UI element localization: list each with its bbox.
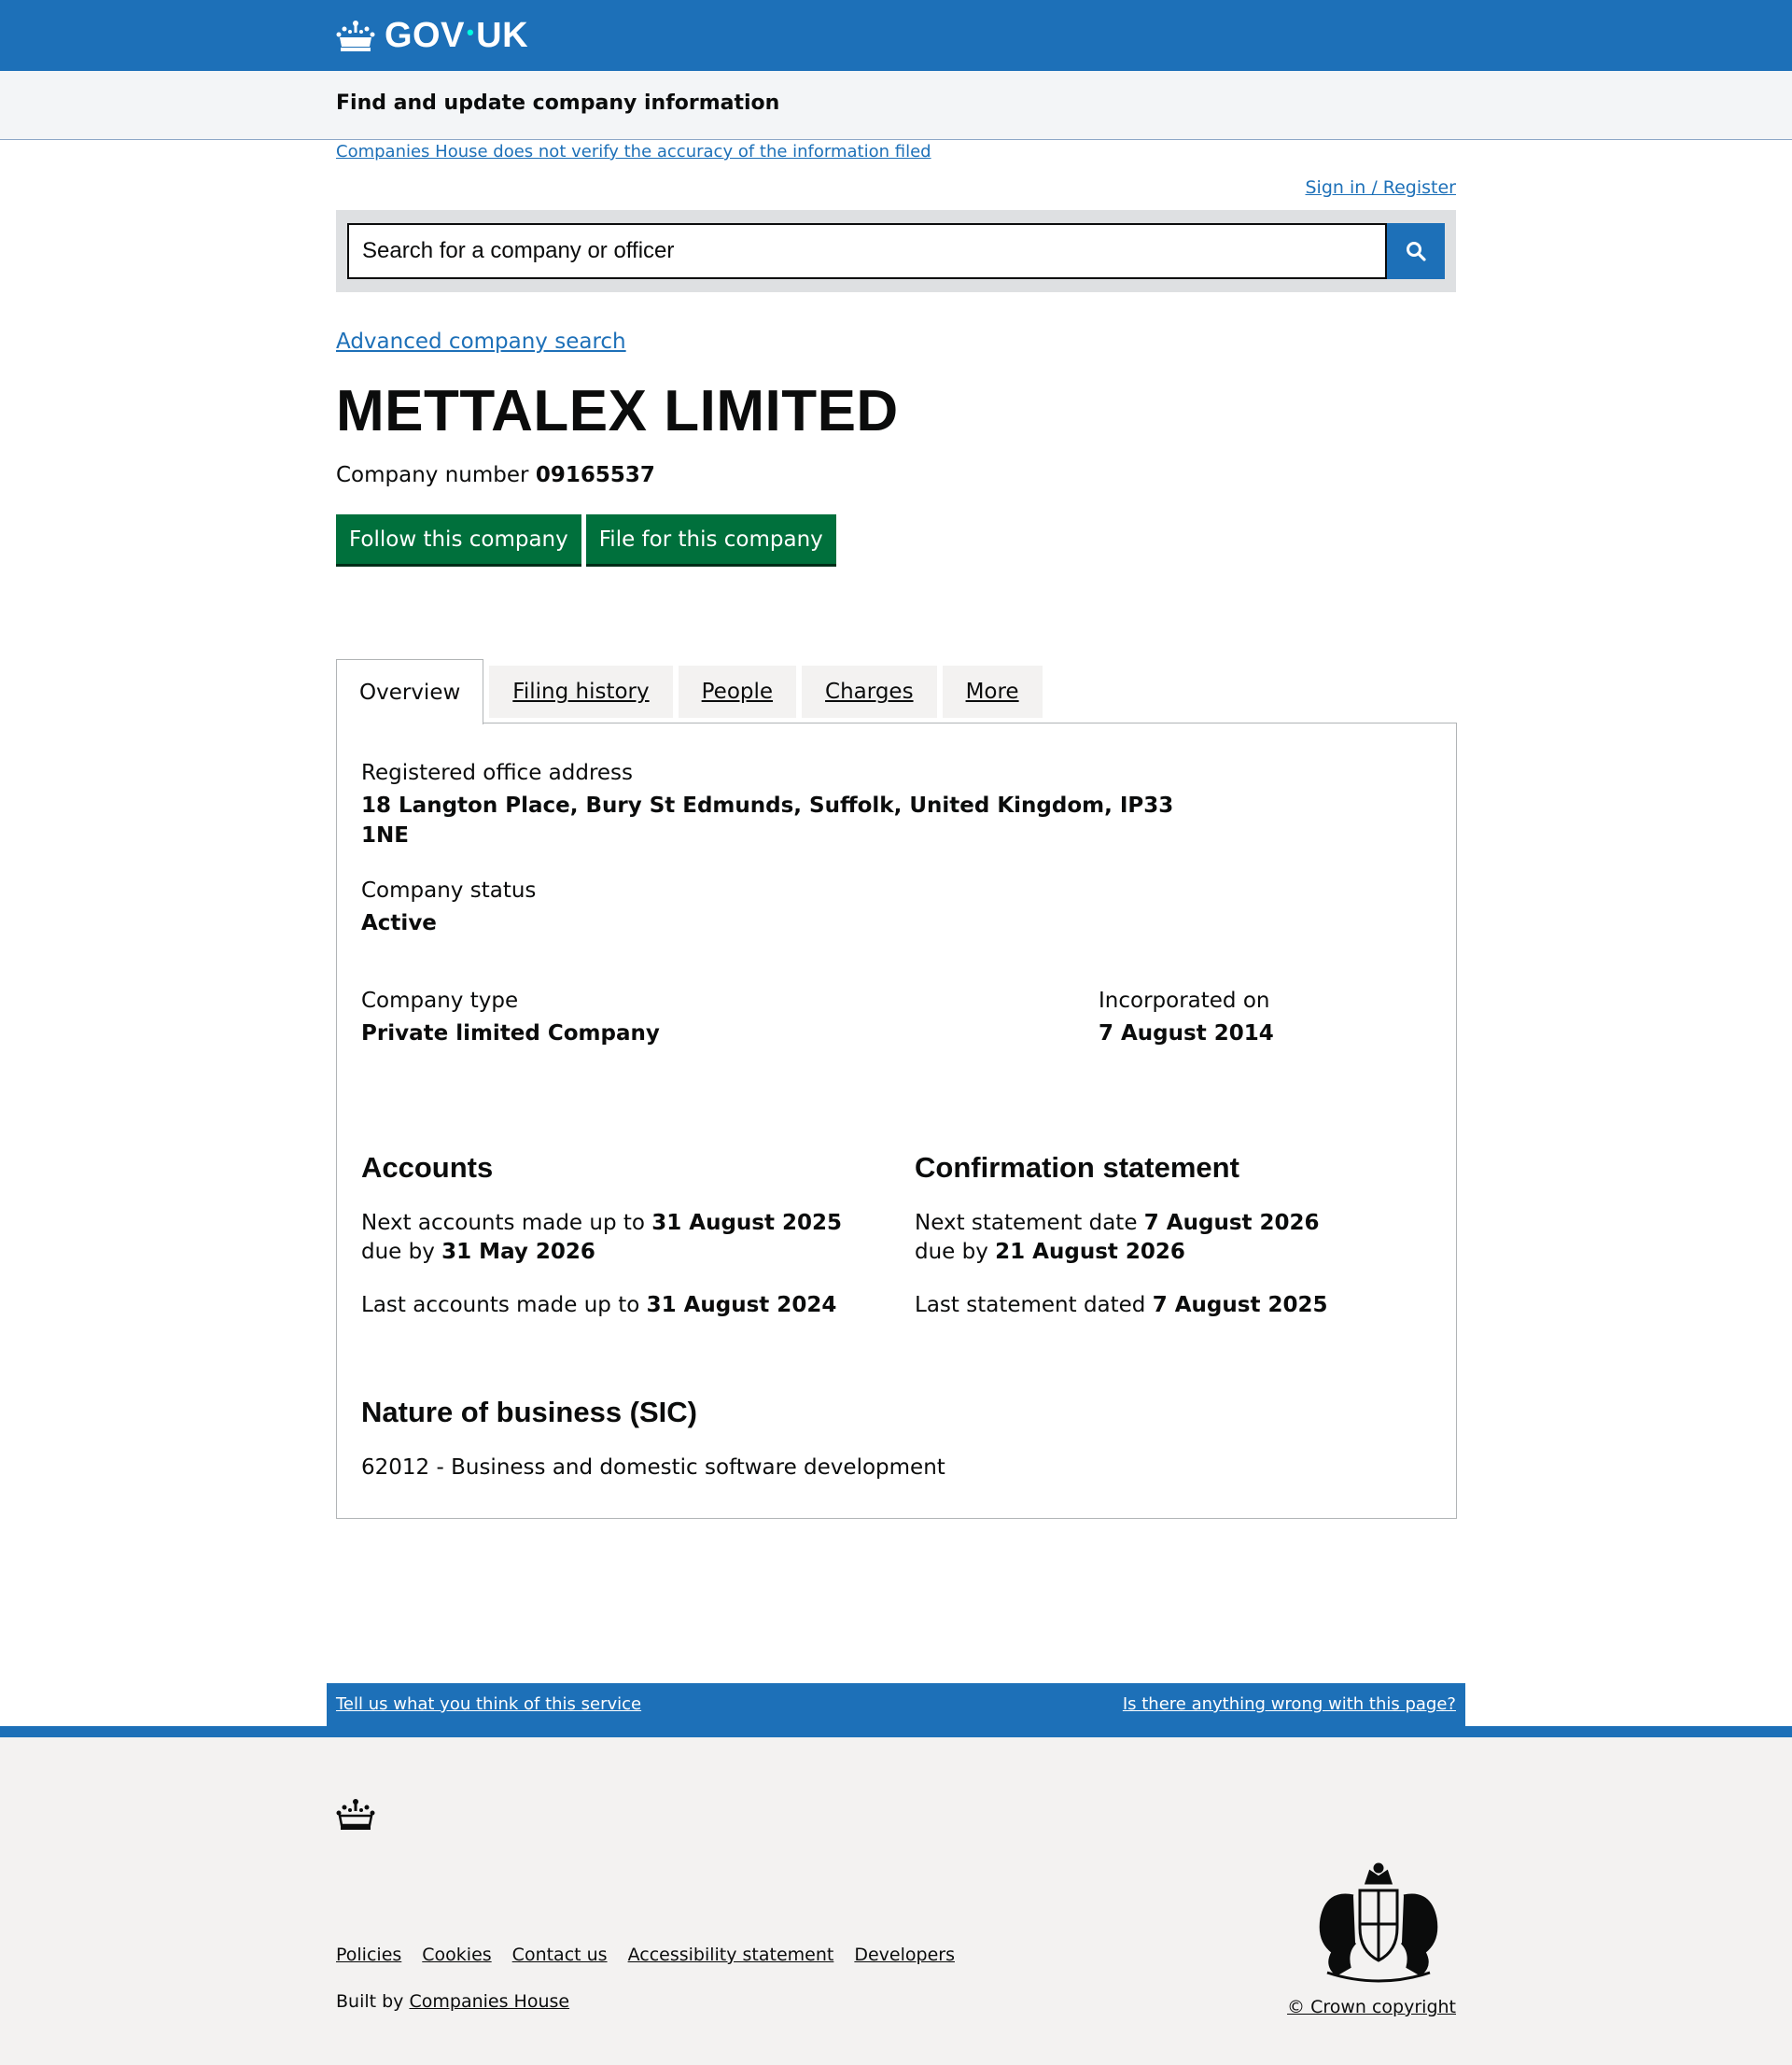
search-button[interactable]	[1387, 223, 1445, 279]
confirmation-due	[915, 1238, 1185, 1267]
footer-link-policies[interactable]: Policies	[336, 1945, 402, 1965]
feedback-bar	[327, 1683, 1465, 1726]
tab-filing-history[interactable]: Filing history	[489, 666, 672, 718]
advanced-company-search-link[interactable]: Advanced company search	[336, 330, 626, 354]
tab-more[interactable]: More	[943, 666, 1043, 718]
confirmation-last-value: 7 August 2025	[1152, 1293, 1328, 1317]
service-bar	[0, 71, 1792, 140]
crown-copyright-link[interactable]: © Crown copyright	[1287, 1997, 1456, 2017]
company-status-value: Active	[361, 911, 437, 935]
confirmation-next-value: 7 August 2026	[1143, 1211, 1320, 1235]
footer-link-developers[interactable]: Developers	[854, 1945, 955, 1965]
tab-overview[interactable]: Overview	[336, 659, 483, 724]
registered-office-line-2: 1NE	[361, 823, 409, 848]
company-actions	[336, 514, 836, 564]
royal-coat-of-arms-icon	[1309, 1862, 1449, 1989]
search-icon	[1406, 241, 1426, 261]
company-type-label: Company type	[361, 989, 519, 1013]
incorporated-label: Incorporated on	[1099, 989, 1270, 1013]
logo-text-uk: UK	[476, 15, 529, 55]
confirmation-last	[915, 1291, 1327, 1320]
file-for-company-button[interactable]: File for this company	[586, 514, 836, 564]
incorporated-value: 7 August 2014	[1099, 1021, 1274, 1046]
footer-link-cookies[interactable]: Cookies	[422, 1945, 492, 1965]
feedback-service-link[interactable]: Tell us what you think of this service	[336, 1694, 642, 1714]
company-tabs	[336, 659, 1048, 723]
confirmation-due-value: 21 August 2026	[995, 1240, 1185, 1264]
company-type-value: Private limited Company	[361, 1021, 660, 1046]
sic-item: 62012 - Business and domestic software development	[361, 1455, 945, 1480]
footer-link-contact-us[interactable]: Contact us	[511, 1945, 608, 1965]
disclaimer-link[interactable]: Companies House does not verify the accuracy of the information filed	[336, 142, 931, 162]
company-number	[336, 463, 655, 487]
footer	[0, 1726, 1792, 2065]
crown-icon	[336, 1797, 375, 1831]
confirmation-last-label: Last statement dated	[915, 1293, 1146, 1317]
registered-office-line-1: 18 Langton Place, Bury St Edmunds, Suffolk, United Kingdom, IP33	[361, 794, 1174, 818]
sign-in-register-link[interactable]: Sign in / Register	[1305, 177, 1456, 198]
follow-company-button[interactable]: Follow this company	[336, 514, 581, 564]
companies-house-link[interactable]: Companies House	[409, 1991, 570, 2012]
confirmation-next	[915, 1209, 1320, 1238]
company-number-value: 09165537	[535, 463, 655, 487]
search-bar	[336, 210, 1456, 292]
confirmation-next-label: Next statement date	[915, 1211, 1138, 1235]
report-problem-link[interactable]: Is there anything wrong with this page?	[1122, 1694, 1456, 1714]
sic-heading: Nature of business (SIC)	[361, 1396, 697, 1428]
accounts-due-value: 31 May 2026	[441, 1240, 595, 1264]
company-number-label: Company number	[336, 463, 529, 487]
tab-charges[interactable]: Charges	[802, 666, 937, 718]
confirmation-statement-heading: Confirmation statement	[915, 1151, 1239, 1184]
govuk-header	[0, 0, 1792, 71]
company-name-heading: METTALEX LIMITED	[336, 379, 899, 443]
accounts-due	[361, 1238, 595, 1267]
logo-dot: •	[466, 21, 475, 44]
accounts-heading: Accounts	[361, 1151, 494, 1184]
company-status-label: Company status	[361, 878, 537, 903]
accounts-next-label: Next accounts made up to	[361, 1211, 645, 1235]
accounts-last-value: 31 August 2024	[646, 1293, 837, 1317]
search-input[interactable]	[347, 223, 1387, 279]
built-by	[336, 1991, 569, 2012]
accounts-next	[361, 1209, 842, 1238]
registered-office-label: Registered office address	[361, 761, 634, 785]
accounts-next-value: 31 August 2025	[651, 1211, 842, 1235]
service-name-link[interactable]: Find and update company information	[336, 91, 780, 115]
footer-links	[336, 1945, 955, 1965]
footer-link-accessibility[interactable]: Accessibility statement	[627, 1945, 834, 1965]
logo-text-gov: GOV	[385, 15, 465, 55]
crown-icon	[336, 19, 375, 52]
accounts-due-label: due by	[361, 1240, 435, 1264]
built-by-label: Built by	[336, 1991, 404, 2012]
accounts-last	[361, 1291, 836, 1320]
accounts-last-label: Last accounts made up to	[361, 1293, 640, 1317]
govuk-logo[interactable]	[336, 13, 528, 58]
confirmation-due-label: due by	[915, 1240, 988, 1264]
overview-panel	[336, 723, 1457, 1519]
tab-people[interactable]: People	[679, 666, 796, 718]
